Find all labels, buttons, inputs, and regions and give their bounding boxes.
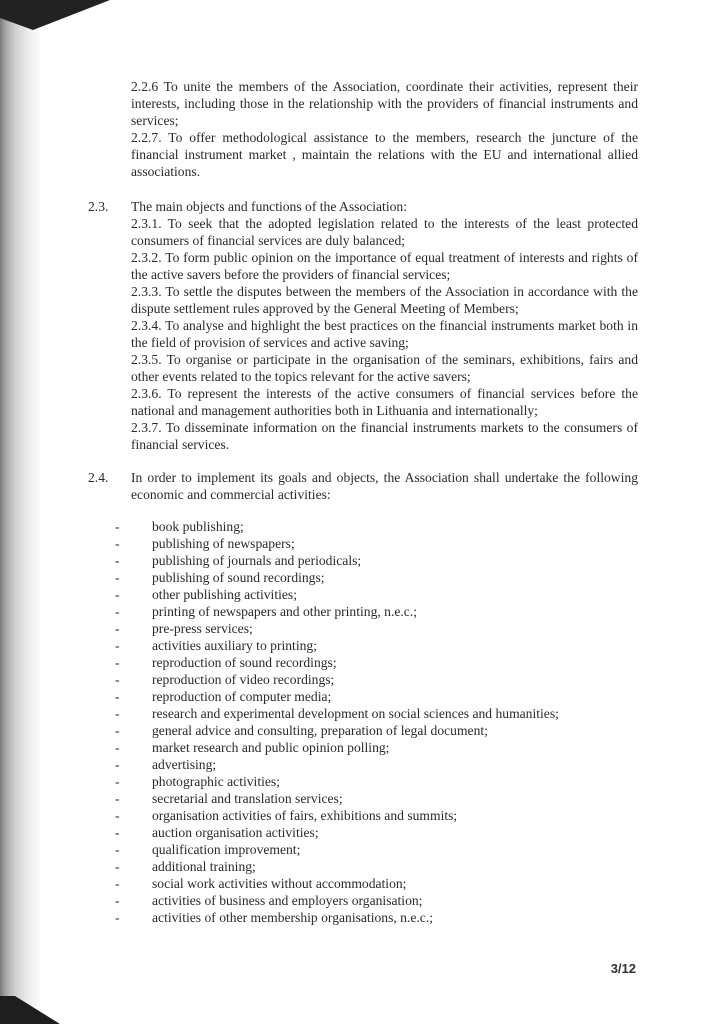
page-number: 3/12 bbox=[610, 961, 636, 976]
dash-bullet: - bbox=[115, 519, 120, 534]
dash-bullet: - bbox=[115, 740, 120, 755]
list-item-text: secretarial and translation services; bbox=[152, 791, 343, 806]
list-item bbox=[115, 586, 635, 603]
list-item bbox=[115, 722, 635, 739]
list-item bbox=[115, 892, 635, 909]
list-item bbox=[115, 773, 635, 790]
list-item-text: qualification improvement; bbox=[152, 842, 301, 857]
dash-bullet: - bbox=[115, 689, 120, 704]
list-item-text: reproduction of computer media; bbox=[152, 689, 332, 704]
section-number-2-4: 2.4. bbox=[88, 470, 109, 485]
dash-bullet: - bbox=[115, 859, 120, 874]
list-item bbox=[115, 518, 635, 535]
list-item bbox=[115, 705, 635, 722]
list-item bbox=[115, 909, 635, 926]
section-2-2-continued bbox=[131, 78, 638, 180]
list-item-text: publishing of sound recordings; bbox=[152, 570, 325, 585]
dash-bullet: - bbox=[115, 638, 120, 653]
dash-bullet: - bbox=[115, 825, 120, 840]
list-item-text: organisation activities of fairs, exhibitions and summits; bbox=[152, 808, 458, 823]
list-item bbox=[115, 654, 635, 671]
list-item-text: other publishing activities; bbox=[152, 587, 297, 602]
paragraph-2-3-3: 2.3.3. To settle the disputes between the members of the Association in accordance with the dispute settlement rules approved by the General Meeting of Members; bbox=[131, 284, 638, 316]
dash-bullet: - bbox=[115, 706, 120, 721]
list-item-text: general advice and consulting, preparation of legal document; bbox=[152, 723, 488, 738]
list-item bbox=[115, 841, 635, 858]
dash-bullet: - bbox=[115, 536, 120, 551]
list-item bbox=[115, 790, 635, 807]
list-item-text: publishing of journals and periodicals; bbox=[152, 553, 362, 568]
list-item bbox=[115, 535, 635, 552]
list-item-text: reproduction of sound recordings; bbox=[152, 655, 337, 670]
dash-bullet: - bbox=[115, 587, 120, 602]
list-item bbox=[115, 688, 635, 705]
paragraph-2-2-6: 2.2.6 To unite the members of the Association, coordinate their activities, represent their interests, including those in the relationship with the providers of financial instruments and services; bbox=[131, 79, 638, 128]
list-item-text: additional training; bbox=[152, 859, 256, 874]
dash-bullet: - bbox=[115, 570, 120, 585]
list-item-text: activities of other membership organisations, n.e.c.; bbox=[152, 910, 433, 925]
section-number-2-3: 2.3. bbox=[88, 199, 109, 214]
section-2-4-intro: In order to implement its goals and objects, the Association shall undertake the following economic and commercial activities: bbox=[131, 470, 638, 502]
list-item bbox=[115, 603, 635, 620]
list-item bbox=[115, 858, 635, 875]
list-item-text: social work activities without accommodation; bbox=[152, 876, 407, 891]
section-2-3 bbox=[131, 198, 638, 453]
list-item-text: market research and public opinion polling; bbox=[152, 740, 390, 755]
dash-bullet: - bbox=[115, 791, 120, 806]
list-item bbox=[115, 620, 635, 637]
paragraph-2-3-1: 2.3.1. To seek that the adopted legislation related to the interests of the least protected consumers of financial services are duly balanced; bbox=[131, 216, 638, 248]
dash-bullet: - bbox=[115, 723, 120, 738]
dash-bullet: - bbox=[115, 910, 120, 925]
list-item bbox=[115, 637, 635, 654]
list-item-text: activities of business and employers organisation; bbox=[152, 893, 423, 908]
paragraph-2-3-2: 2.3.2. To form public opinion on the importance of equal treatment of interests and rights of the active savers before the providers of financial services; bbox=[131, 250, 638, 282]
list-item bbox=[115, 824, 635, 841]
list-item bbox=[115, 875, 635, 892]
list-item-text: pre-press services; bbox=[152, 621, 253, 636]
list-item-text: printing of newspapers and other printing, n.e.c.; bbox=[152, 604, 418, 619]
list-item bbox=[115, 807, 635, 824]
list-item-text: publishing of newspapers; bbox=[152, 536, 295, 551]
dash-bullet: - bbox=[115, 757, 120, 772]
list-item-text: advertising; bbox=[152, 757, 217, 772]
paragraph-2-3-4: 2.3.4. To analyse and highlight the best practices on the financial instruments market both in the field of provision of services and active saving; bbox=[131, 318, 638, 350]
paragraph-2-3-7: 2.3.7. To disseminate information on the financial instruments markets to the consumers of financial services. bbox=[131, 420, 638, 452]
dash-bullet: - bbox=[115, 655, 120, 670]
dash-bullet: - bbox=[115, 604, 120, 619]
section-heading-2-3: The main objects and functions of the Association: bbox=[131, 199, 407, 214]
dash-bullet: - bbox=[115, 672, 120, 687]
dash-bullet: - bbox=[115, 774, 120, 789]
dash-bullet: - bbox=[115, 621, 120, 636]
list-item bbox=[115, 739, 635, 756]
list-item-text: auction organisation activities; bbox=[152, 825, 319, 840]
list-item bbox=[115, 569, 635, 586]
list-item-text: book publishing; bbox=[152, 519, 244, 534]
list-item bbox=[115, 671, 635, 688]
dash-bullet: - bbox=[115, 876, 120, 891]
dash-bullet: - bbox=[115, 893, 120, 908]
paragraph-2-3-6: 2.3.6. To represent the interests of the active consumers of financial services before the national and management authorities both in Lithuania and internationally; bbox=[131, 386, 638, 418]
list-item-text: research and experimental development on social sciences and humanities; bbox=[152, 706, 559, 721]
dash-bullet: - bbox=[115, 808, 120, 823]
dash-bullet: - bbox=[115, 842, 120, 857]
paragraph-2-3-5: 2.3.5. To organise or participate in the organisation of the seminars, exhibitions, fairs and other events related to the topics relevant for the active savers; bbox=[131, 352, 638, 384]
dash-bullet: - bbox=[115, 553, 120, 568]
list-item bbox=[115, 756, 635, 773]
list-item-text: photographic activities; bbox=[152, 774, 280, 789]
list-item-text: activities auxiliary to printing; bbox=[152, 638, 317, 653]
paragraph-2-2-7: 2.2.7. To offer methodological assistance to the members, research the juncture of the financial instrument market , maintain the relations with the EU and international allied associations. bbox=[131, 130, 638, 179]
list-item bbox=[115, 552, 635, 569]
list-item-text: reproduction of video recordings; bbox=[152, 672, 335, 687]
